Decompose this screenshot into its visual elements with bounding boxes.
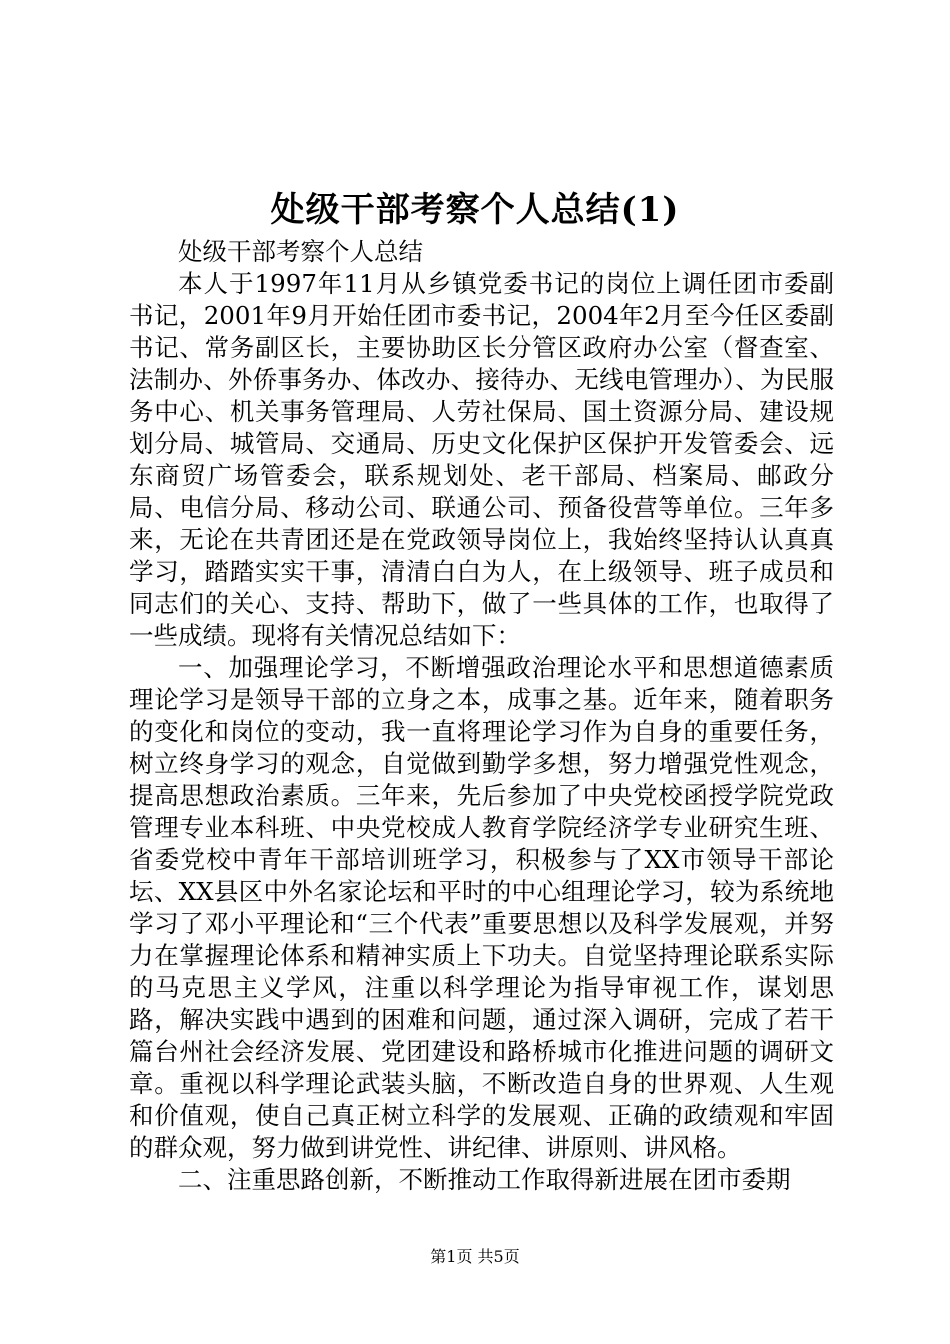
document-body bbox=[129, 236, 834, 1196]
paragraph-section-one: 一、加强理论学习，不断增强政治理论水平和思想道德素质理论学习是领导干部的立身之本，成事之基。近年来，随着职务的变化和岗位的变动，我一直将理论学习作为自身的重要任务，树立终身学习的观念，自觉做到勤学多想，努力增强党性观念，提高思想政治素质。三年来，先后参加了中央党校函授学院党政管理专业本科班、中央党校成人教育学院经济学专业研究生班、省委党校中青年干部培训班学习，积极参与了XX市领导干部论坛、XX县区中外名家论坛和平时的中心组理论学习，较为系统地学习了邓小平理论和“三个代表”重要思想以及科学发展观，并努力在掌握理论体系和精神实质上下功夫。自觉坚持理论联系实际的马克思主义学风，注重以科学理论为指导审视工作，谋划思路，解决实践中遇到的困难和问题，通过深入调研，完成了若干篇台州社会经济发展、党团建设和路桥城市化推进问题的调研文章。重视以科学理论武装头脑，不断改造自身的世界观、人生观和价值观，使自己真正树立科学的发展观、正确的政绩观和牢固的群众观，努力做到讲党性、讲纪律、讲原则、讲风格。 bbox=[129, 653, 834, 1162]
paragraph-section-two: 二、注重思路创新，不断推动工作取得新进展在团市委期 bbox=[178, 1165, 791, 1194]
page-number-footer: 第1页 共5页 bbox=[430, 1247, 520, 1266]
paragraph-intro: 本人于1997年11月从乡镇党委书记的岗位上调任团市委副书记，2001年9月开始任团市委书记，2004年2月至今任区委副书记、常务副区长，主要协助区长分管区政府办公室（督查室、法制办、外侨事务办、体改办、接待办、无线电管理办）、为民服务中心、机关事务管理局、人劳社保局、国土资源分局、建设规划分局、城管局、交通局、历史文化保护区保护开发管委会、远东商贸广场管委会，联系规划处、老干部局、档案局、邮政分局、电信分局、移动公司、联通公司、预备役营等单位。三年多来，无论在共青团还是在党政领导岗位上，我始终坚持认认真真学习，踏踏实实干事，清清白白为人，在上级领导、班子成员和同志们的关心、支持、帮助下，做了一些具体的工作，也取得了一些成绩。现将有关情况总结如下： bbox=[129, 269, 834, 650]
document-title: 处级干部考察个人总结(1) bbox=[270, 190, 680, 230]
paragraph-subtitle: 处级干部考察个人总结 bbox=[178, 237, 423, 266]
